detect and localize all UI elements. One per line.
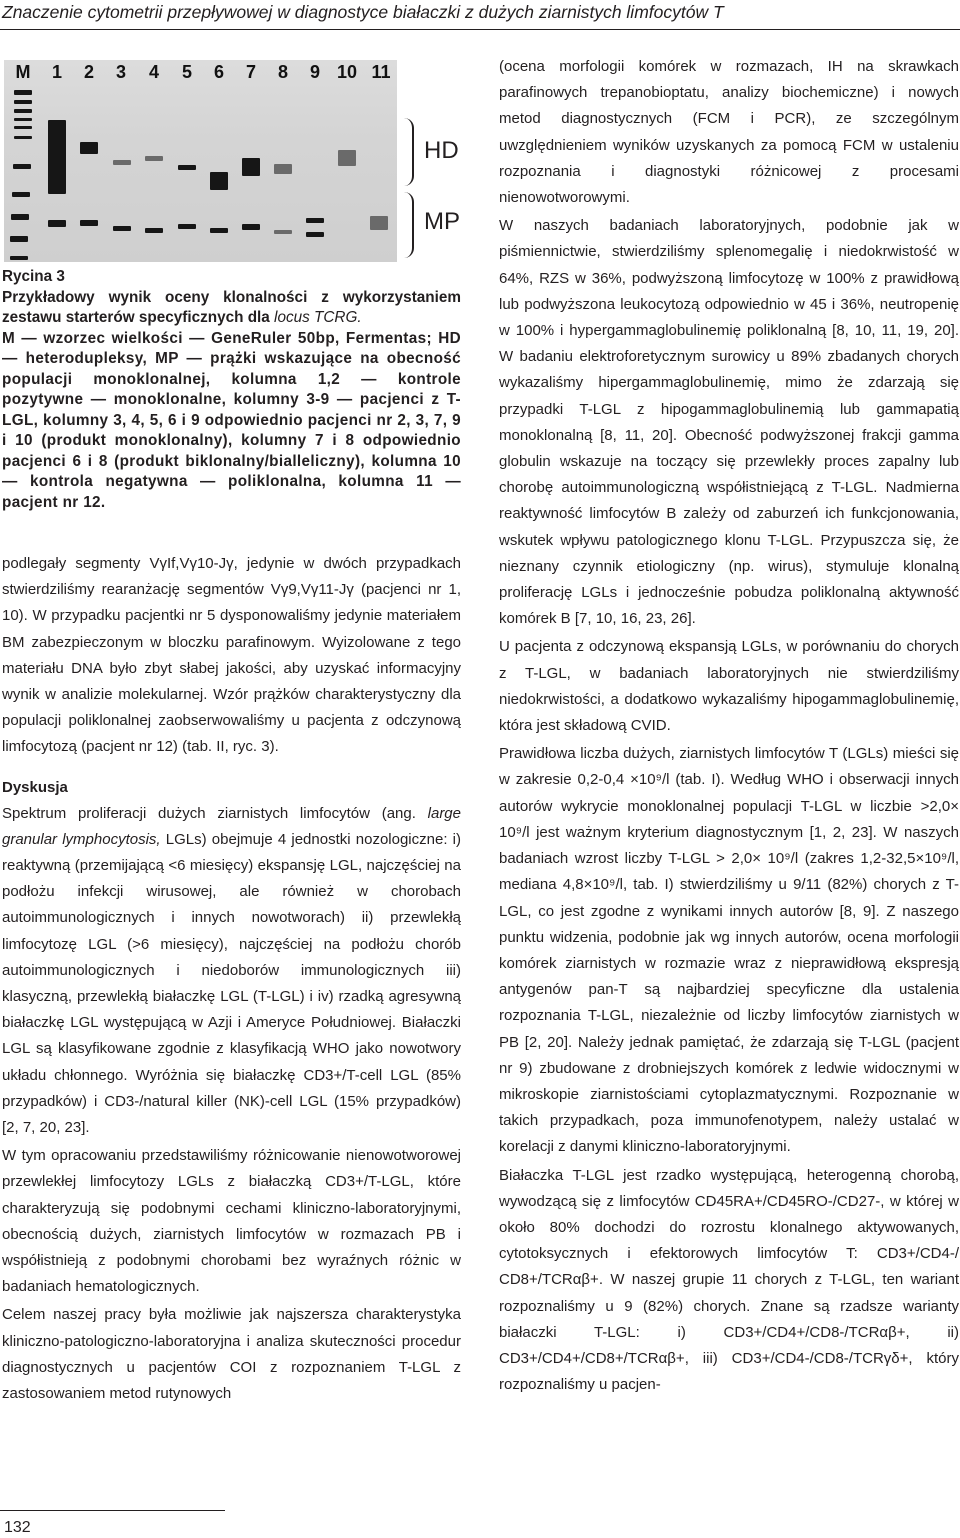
page-number: 132 bbox=[4, 1519, 31, 1536]
gel-band bbox=[14, 90, 32, 95]
gel-band bbox=[48, 220, 66, 227]
gel-band bbox=[210, 172, 228, 190]
gel-band bbox=[48, 120, 66, 194]
lane-label-8: 8 bbox=[277, 62, 288, 82]
gel-band bbox=[13, 164, 31, 169]
lane-label-11: 11 bbox=[371, 62, 391, 82]
mp-label: MP bbox=[424, 208, 460, 235]
lane-label-4: 4 bbox=[148, 62, 159, 82]
section-title: Dyskusja bbox=[2, 778, 68, 796]
lane-labels bbox=[6, 61, 399, 83]
lane-label-3: 3 bbox=[115, 62, 126, 82]
caption-title: Rycina 3 bbox=[2, 268, 65, 285]
paragraph-italic: large granular lymphocytosis, bbox=[2, 804, 461, 848]
paragraph: (ocena morfologii komórek w rozmazach, IH na skrawkach parafinowych trepanobioptatu, analizy biochemiczne) i nowych metod diagnostycznych (FCM i PCR), ze szczególnym uwzględnieniem wyników uzyskanych za pomocą FCM w ustaleniu rozpoznania i diagnostyki różnicowej z procesami nienowotworowymi. bbox=[499, 58, 959, 207]
gel-band bbox=[80, 142, 98, 154]
lane-label-7: 7 bbox=[245, 62, 256, 82]
right-column bbox=[499, 54, 959, 1398]
gel-band bbox=[145, 156, 163, 161]
left-column bbox=[2, 60, 461, 1407]
footer-divider bbox=[0, 1510, 225, 1511]
gel-band bbox=[14, 100, 32, 104]
gel-band bbox=[12, 192, 30, 197]
caption-heading bbox=[2, 288, 461, 329]
paragraph-text: LGLs) obejmuje 4 jednostki nozologiczne: i) reaktywną (przemijającą <6 miesięcy) ekspansję LGL, najczęściej na podłożu infekcji wirusowej, ale również w chorobach autoimmunologicznych i innych nowotworach) ii) przewlekłą limfocytozę LGL (>6 miesięcy), najczęściej na podłożu chorób autoimmunologicznych i niedoborów immunologicznych iii) klasyczną, przewlekłą białaczkę LGL (T-LGL) i iv) rzadką agresywną białaczkę LGL występującą w Azji i Ameryce Południowej. Białaczki LGL są klasyfikowane zgodnie z klasyfikacją WHO jako nowotwory układu chłonnego. Wyróżnia się białaczkę CD3+/T-cell LGL (85% przypadków) i CD3-/natural killer (NK)-cell LGL (15% przypadków) [2, 7, 20, 23]. bbox=[2, 830, 461, 1137]
gel-band bbox=[14, 109, 32, 113]
gel-band bbox=[274, 164, 292, 174]
caption-heading-text: Przykładowy wynik oceny klonalności z wykorzystaniem zestawu starterów specyficznych dla bbox=[2, 288, 461, 326]
gel-band bbox=[178, 224, 196, 229]
gel-band bbox=[306, 218, 324, 223]
hd-bracket bbox=[398, 118, 414, 186]
left-body bbox=[2, 551, 461, 1407]
paragraph: W tym opracowaniu przedstawiliśmy różnicowanie nienowotworowej przewlekłej limfocytozy LGLs z białaczką CD3+/T-LGL, które charakteryzują się podobnymi cechami kliniczno-laboratoryjnymi, obecnością dużych, ziarnistych limfocytów w rozmazach PB i współistnieją z podobnymi chorobami bez wyraźnych różnic w badaniach hematologicznych. bbox=[2, 1147, 461, 1296]
gel-band bbox=[370, 216, 388, 230]
gel-band bbox=[14, 126, 32, 129]
caption-body: M — wzorzec wielkości — GeneRuler 50bp, Fermentas; HD — heterodupleksy, MP — prążki wskazujące na obecność populacji monoklonalnej, kolumna 1,2 — kontrole pozytywne — monoklonalne, kolumny 3-9 — pacjenci z T-LGL, kolumny 3, 4, 5, 6 i 9 odpowiednio pacjenci nr 2, 3, 7, 9 i 10 (produkt monoklonalny), kolumny 7 i 8 odpowiednio pacjenci 6 i 8 (produkt biklonalny/bialleliczny), kolumna 10 — kontrola negatywna — poliklonalna, kolumna 11 — pacjent nr 12. bbox=[2, 329, 461, 511]
gel-band bbox=[242, 158, 260, 176]
gel-band bbox=[10, 236, 28, 242]
gel-band bbox=[242, 224, 260, 230]
lane-label-6: 6 bbox=[213, 62, 224, 82]
gel-band bbox=[11, 214, 29, 220]
gel-figure bbox=[2, 60, 461, 265]
paragraph bbox=[2, 801, 461, 1142]
paragraph: W naszych badaniach laboratoryjnych, podobnie jak w piśmiennictwie, stwierdziliśmy splenomegalię i niedokrwistość w 64%, RZS w 36%, podwyższoną limfocytozę w 100% z prawidłową lub podwyższona leukocytozą odpowiednio w 45 i 36%, neutropenię w 100% i hypergammaglobulinemię poliklonalną [8, 10, 11, 19, 20]. W badaniu elektroforetycznym surowicy u 89% zbadanych chorych wykazaliśmy hipergammaglobulinemię, mimo że zdarzają się przypadki T-LGL z hipogammaglobulinemią lub gammapatią monoklonalną [8, 11, 20]. Obecność podwyższonej frakcji gamma globulin wskazuje na toczący się przewlekły proces zapalny lub chorobę autoimmunologiczną współistniejącą z T-LGL. Nadmierna reaktywność limfocytów B zależy od zaburzeń ich funkcjonowania, wskutek wpływu patologicznego klonu T-LGL. Przypuszcza się, że nieznany czynnik etiologiczny (np. wirus), stymuluje klonalną proliferację LGLs i jednocześnie pobudza poliklonalną aktywność komórek B [7, 10, 16, 23, 26]. bbox=[499, 217, 959, 628]
gel-band bbox=[145, 228, 163, 233]
gel-band bbox=[210, 228, 228, 233]
lane-label-5: 5 bbox=[181, 62, 192, 82]
lane-label-9: 9 bbox=[309, 62, 320, 82]
lane-label-1: 1 bbox=[51, 62, 62, 82]
gel-band bbox=[10, 256, 28, 260]
gel-band bbox=[113, 226, 131, 231]
gel-band bbox=[14, 136, 32, 139]
paragraph: Białaczka T-LGL jest rzadko występującą, heterogenną chorobą, wywodzącą się z limfocytów CD45RA+/CD45RO-/CD27-, w której w około 80% dochodzi do rozrostu klonalnego aktywowanych, cytotoksycznych i efektorowych limfocytów T: CD3+/CD4-/ CD8+/TCRαβ+. W naszej grupie 11 chorych z T-LGL, ten wariant rozpoznaliśmy u 9 (82%) chorych. Znane są rzadsze warianty białaczki T-LGL: i) CD3+/CD4+/CD8-/TCRαβ+, ii) CD3+/CD4+/CD8+/TCRαβ+, iii) CD3+/CD4-/CD8-/TCRγδ+, który rozpoznaliśmy u pacjen- bbox=[499, 1166, 959, 1394]
gel-band bbox=[178, 165, 196, 170]
paragraph: Celem naszej pracy była możliwie jak najszersza charakterystyka kliniczno-patologiczno-laboratoryjna i analiza skuteczności procedur diagnostycznych u pacjentów COI z rozpoznaniem T-LGL z zastosowaniem metod rutynowych bbox=[2, 1306, 461, 1403]
gel-band bbox=[80, 220, 98, 226]
header-divider bbox=[0, 29, 960, 30]
gel-band bbox=[14, 118, 32, 121]
gel-band bbox=[338, 150, 356, 166]
running-title: Znaczenie cytometrii przepływowej w diagnostyce białaczki z dużych ziarnistych limfocytów T bbox=[2, 2, 724, 22]
gel-band bbox=[274, 230, 292, 234]
paragraph: U pacjenta z odczynową ekspansją LGLs, w porównaniu do chorych z T-LGL, w badaniach laboratoryjnych nie stwierdziliśmy niedokrwistości, a dodatkowo wykazaliśmy hipogammaglobulinemię, która jest składową CVID. bbox=[499, 638, 959, 735]
caption-locus: locus TCRG. bbox=[274, 309, 362, 326]
hd-label: HD bbox=[424, 137, 459, 164]
gel-band bbox=[306, 232, 324, 237]
mp-bracket bbox=[398, 192, 414, 258]
lane-label-2: 2 bbox=[83, 62, 94, 82]
lane-label-m: M bbox=[15, 62, 31, 82]
lane-label-10: 10 bbox=[336, 62, 358, 82]
paragraph: podlegały segmenty VγIf,Vγ10-Jγ, jedynie w dwóch przypadkach stwierdziliśmy rearanżację segmentów Vγ9,Vγ11-Jγ (pacjenci nr 1, 10). W przypadku pacjentki nr 5 dysponowaliśmy jedynie materiałem BM zabezpieczonym w bloczku parafinowym. Wyizolowane z tego materiału DNA było zbyt słabej jakości, aby uzyskać informacyjny wynik w analizie molekularnej. Wzór prążków charakterystyczny dla populacji poliklonalnej zaobserwowaliśmy u pacjenta z odczynową limfocytozą (pacjent nr 12) (tab. II, ryc. 3). bbox=[2, 555, 461, 756]
paragraph-text: Spektrum proliferacji dużych ziarnistych limfocytów (ang. bbox=[2, 804, 428, 822]
paragraph: Prawidłowa liczba dużych, ziarnistych limfocytów T (LGLs) mieści się w zakresie 0,2-0,4 ×10⁹/l (tab. I). Według WHO i obserwacji innych autorów wykrycie monoklonalnej populacji T-LGL w liczbie >2,0× 10⁹/l jest ważnym kryterium diagnostycznym [1, 2, 23]. W naszych badaniach wzrost liczby T-LGL > 2,0× 10⁹/l (zakres 1,2-32,5×10⁹/l, mediana 4,8×10⁹/l, tab. I) stwierdziliśmy u 9/11 (82%) chorych z T-LGL, co jest zgodne z wynikami innych autorów [8, 9]. Z naszego punktu widzenia, podobnie jak wg innych autorów, ocena morfologii komórek ziarnistych w rozmazie wraz z nieprawidłową ekspresją antygenów pan-T są najbardziej specyficzne dla ustalenia rozpoznania T-LGL, niezależnie od liczby limfocytów ziarnistych w PB [2, 20]. Należy jednak pamiętać, że zdarzają się T-LGL (pacjent nr 9) zbudowane z drobniejszych komórek z ledwie widocznymi w mikroskopie ziarnistościami cytoplazmatycznymi. Rozpoznanie w takich przypadkach, poza immunofenotypem, należy ustalać w korelacji z danymi kliniczno-laboratoryjnymi. bbox=[499, 745, 959, 1156]
gel-band bbox=[113, 160, 131, 165]
figure-caption bbox=[2, 267, 461, 513]
gel-image bbox=[4, 60, 397, 262]
